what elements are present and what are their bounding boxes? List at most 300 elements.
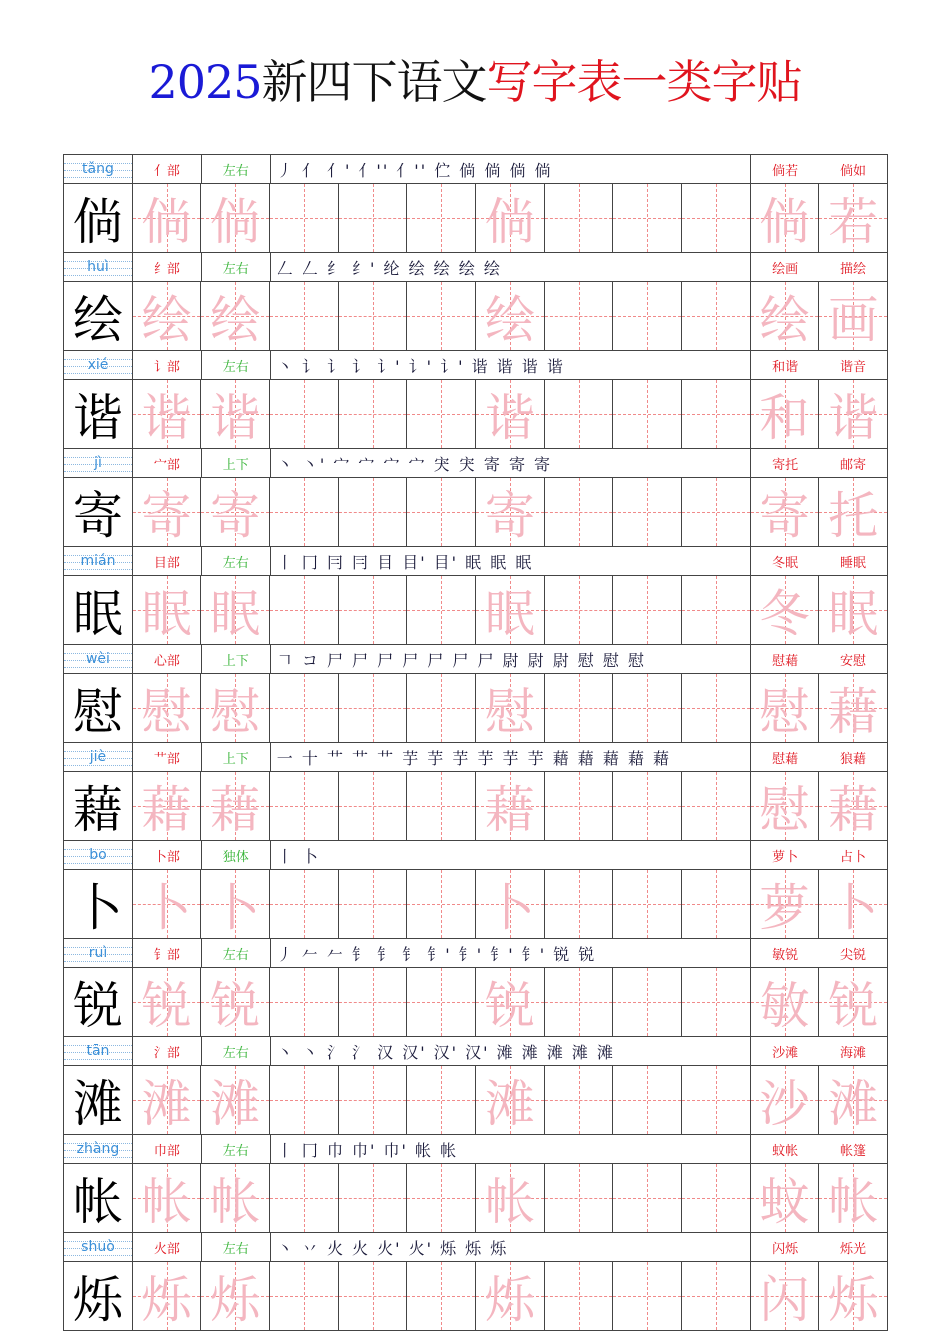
trace-character: 锐 — [484, 977, 535, 1035]
trace-box — [201, 1066, 270, 1134]
info-row — [64, 939, 888, 968]
example-word: 慰藉 — [772, 751, 799, 767]
title-subject: 新四下语文 — [261, 55, 487, 109]
trace-box — [133, 1164, 202, 1232]
trace-box — [201, 184, 270, 252]
radical: 卜部 — [153, 849, 180, 865]
trace-character: 谐 — [484, 389, 535, 447]
trace-character: 和 — [759, 389, 810, 447]
trace-box — [819, 1066, 888, 1134]
stroke-order-cell — [271, 547, 751, 575]
practice-box[interactable] — [682, 870, 751, 938]
trace-box — [819, 478, 888, 546]
trace-box — [819, 968, 888, 1036]
practice-box[interactable] — [339, 1164, 408, 1232]
model-character: 滩 — [72, 1075, 123, 1133]
stroke-order: 𠃋 𠃋 纟 纟' 纶 绘 绘 绘 绘 — [276, 258, 502, 278]
trace-character: 眠 — [828, 585, 879, 643]
pinyin-cell — [64, 253, 133, 281]
example-word: 谐音 — [840, 359, 867, 375]
trace-character: 萝 — [759, 879, 810, 937]
model-character-box — [64, 184, 133, 252]
words-cell — [751, 743, 888, 771]
practice-box[interactable] — [545, 1164, 614, 1232]
practice-box[interactable] — [682, 1164, 751, 1232]
practice-box[interactable] — [407, 968, 476, 1036]
practice-box[interactable] — [613, 968, 682, 1036]
model-character-box — [64, 1066, 133, 1134]
practice-box[interactable] — [270, 870, 339, 938]
practice-box[interactable] — [545, 772, 614, 840]
structure: 上下 — [222, 751, 249, 767]
practice-box[interactable] — [407, 870, 476, 938]
structure-cell — [202, 1135, 271, 1163]
trace-box — [201, 870, 270, 938]
example-word: 烁光 — [840, 1241, 867, 1257]
practice-box[interactable] — [339, 772, 408, 840]
radical: 亻部 — [153, 163, 180, 179]
practice-sheet — [63, 154, 888, 1331]
trace-box — [201, 772, 270, 840]
example-word: 沙滩 — [772, 1045, 799, 1061]
practice-box[interactable] — [407, 674, 476, 742]
example-word: 尖锐 — [840, 947, 867, 963]
pinyin-cell — [64, 547, 133, 575]
pinyin: tǎng — [82, 161, 114, 177]
trace-character: 锐 — [828, 977, 879, 1035]
info-row — [64, 155, 888, 184]
stroke-order-cell — [271, 449, 751, 477]
structure: 左右 — [222, 555, 249, 571]
practice-box[interactable] — [270, 968, 339, 1036]
radical-cell — [133, 547, 202, 575]
trace-character: 寄 — [484, 487, 535, 545]
trace-character: 谐 — [210, 389, 261, 447]
radical-cell — [133, 351, 202, 379]
practice-box[interactable] — [545, 1262, 614, 1330]
stroke-order: 丶 丶' 宀 宀 宀 宀 宊 宊 寄 寄 寄 — [276, 454, 553, 474]
words-cell — [751, 1037, 888, 1065]
stroke-order: 丶 丷 火 火 火' 火' 烁 烁 烁 — [276, 1238, 509, 1258]
practice-box[interactable] — [545, 478, 614, 546]
practice-box[interactable] — [613, 576, 682, 644]
trace-character: 眠 — [210, 585, 261, 643]
info-row — [64, 1135, 888, 1164]
trace-box — [133, 674, 202, 742]
structure-cell — [202, 841, 271, 869]
structure-cell — [202, 1037, 271, 1065]
trace-box — [133, 1066, 202, 1134]
info-row — [64, 1037, 888, 1066]
example-word: 寄托 — [772, 457, 799, 473]
structure: 左右 — [222, 163, 249, 179]
pinyin-cell — [64, 1135, 133, 1163]
info-row — [64, 645, 888, 674]
trace-box — [476, 380, 545, 448]
example-word: 绘画 — [772, 261, 799, 277]
trace-character: 谐 — [141, 389, 192, 447]
radical: 宀部 — [153, 457, 180, 473]
practice-box[interactable] — [545, 870, 614, 938]
trace-box — [476, 772, 545, 840]
structure: 上下 — [222, 653, 249, 669]
trace-box — [751, 1066, 820, 1134]
practice-box[interactable] — [407, 1066, 476, 1134]
trace-character: 倘 — [210, 193, 261, 251]
practice-box[interactable] — [682, 1262, 751, 1330]
practice-box[interactable] — [682, 184, 751, 252]
trace-character: 谐 — [828, 389, 879, 447]
character-entry — [64, 1037, 888, 1135]
practice-box[interactable] — [270, 1066, 339, 1134]
trace-box — [751, 1164, 820, 1232]
trace-character: 烁 — [141, 1271, 192, 1329]
practice-box[interactable] — [270, 1262, 339, 1330]
radical: 心部 — [153, 653, 180, 669]
radical: 讠部 — [153, 359, 180, 375]
stroke-order-cell — [271, 743, 751, 771]
example-word: 邮寄 — [840, 457, 867, 473]
writing-grid-row — [64, 282, 888, 351]
trace-box — [476, 870, 545, 938]
example-word: 占卜 — [840, 849, 867, 865]
pinyin: tān — [86, 1043, 110, 1059]
trace-box — [751, 184, 820, 252]
stroke-order: 丶 讠 讠 讠 讠' 讠' 讠' 谐 谐 谐 谐 — [276, 356, 565, 376]
practice-box[interactable] — [339, 1066, 408, 1134]
practice-box[interactable] — [270, 184, 339, 252]
trace-character: 寄 — [210, 487, 261, 545]
model-character-box — [64, 478, 133, 546]
trace-character: 倘 — [141, 193, 192, 251]
structure-cell — [202, 253, 271, 281]
trace-box — [751, 772, 820, 840]
practice-box[interactable] — [682, 380, 751, 448]
practice-box[interactable] — [407, 576, 476, 644]
trace-character: 藉 — [484, 781, 535, 839]
practice-box[interactable] — [270, 576, 339, 644]
trace-character: 卜 — [484, 879, 535, 937]
trace-box — [476, 282, 545, 350]
practice-box[interactable] — [613, 1262, 682, 1330]
model-character: 谐 — [72, 389, 123, 447]
radical-cell — [133, 1037, 202, 1065]
words-cell — [751, 841, 888, 869]
words-cell — [751, 253, 888, 281]
character-entry — [64, 253, 888, 351]
radical-cell — [133, 1135, 202, 1163]
character-entry — [64, 645, 888, 743]
writing-grid-row — [64, 478, 888, 547]
practice-box[interactable] — [339, 674, 408, 742]
trace-box — [201, 674, 270, 742]
practice-box[interactable] — [270, 674, 339, 742]
trace-box — [476, 1262, 545, 1330]
info-row — [64, 547, 888, 576]
writing-grid-row — [64, 870, 888, 939]
trace-box — [751, 674, 820, 742]
stroke-order-cell — [271, 1233, 751, 1261]
model-character: 寄 — [72, 487, 123, 545]
model-character: 绘 — [72, 291, 123, 349]
info-row — [64, 351, 888, 380]
radical: 巾部 — [153, 1143, 180, 1159]
trace-character: 闪 — [759, 1271, 810, 1329]
trace-box — [201, 1164, 270, 1232]
trace-box — [133, 968, 202, 1036]
practice-box[interactable] — [339, 1262, 408, 1330]
practice-box[interactable] — [545, 674, 614, 742]
practice-box[interactable] — [339, 380, 408, 448]
trace-box — [751, 1262, 820, 1330]
example-word: 狼藉 — [840, 751, 867, 767]
practice-box[interactable] — [613, 184, 682, 252]
practice-box[interactable] — [613, 870, 682, 938]
pinyin: huì — [87, 259, 109, 275]
trace-character: 绘 — [141, 291, 192, 349]
trace-character: 藉 — [141, 781, 192, 839]
model-character-box — [64, 772, 133, 840]
trace-character: 眠 — [484, 585, 535, 643]
practice-box[interactable] — [613, 1164, 682, 1232]
practice-box[interactable] — [682, 674, 751, 742]
stroke-order-cell — [271, 939, 751, 967]
info-row — [64, 253, 888, 282]
practice-box[interactable] — [682, 772, 751, 840]
trace-character: 烁 — [484, 1271, 535, 1329]
writing-grid-row — [64, 184, 888, 253]
radical-cell — [133, 645, 202, 673]
practice-box[interactable] — [682, 576, 751, 644]
practice-box[interactable] — [270, 282, 339, 350]
practice-box[interactable] — [270, 772, 339, 840]
info-row — [64, 841, 888, 870]
example-word: 敏锐 — [772, 947, 799, 963]
writing-grid-row — [64, 772, 888, 841]
words-cell — [751, 155, 888, 183]
practice-box[interactable] — [407, 184, 476, 252]
example-word: 倘若 — [772, 163, 799, 179]
trace-character: 倘 — [759, 193, 810, 251]
writing-grid-row — [64, 576, 888, 645]
trace-box — [133, 282, 202, 350]
practice-box[interactable] — [339, 968, 408, 1036]
model-character: 帐 — [72, 1173, 123, 1231]
trace-character: 帐 — [141, 1173, 192, 1231]
writing-grid-row — [64, 674, 888, 743]
trace-character: 慰 — [759, 781, 810, 839]
character-entry — [64, 939, 888, 1037]
trace-box — [201, 282, 270, 350]
character-entry — [64, 449, 888, 547]
trace-box — [819, 772, 888, 840]
practice-box[interactable] — [613, 674, 682, 742]
character-entry — [64, 743, 888, 841]
trace-box — [133, 478, 202, 546]
trace-character: 绘 — [759, 291, 810, 349]
practice-box[interactable] — [407, 380, 476, 448]
trace-box — [133, 184, 202, 252]
trace-character: 慰 — [141, 683, 192, 741]
practice-box[interactable] — [339, 282, 408, 350]
structure-cell — [202, 155, 271, 183]
example-word: 海滩 — [840, 1045, 867, 1061]
stroke-order: 丶 丶 氵 氵 汉 汉' 汉' 汉' 滩 滩 滩 滩 滩 — [276, 1042, 615, 1062]
trace-box — [751, 870, 820, 938]
practice-box[interactable] — [613, 478, 682, 546]
stroke-order-cell — [271, 1037, 751, 1065]
pinyin: shuò — [81, 1239, 115, 1255]
model-character-box — [64, 576, 133, 644]
trace-character: 滩 — [484, 1075, 535, 1133]
practice-box[interactable] — [407, 282, 476, 350]
structure: 左右 — [222, 947, 249, 963]
example-word: 帐篷 — [840, 1143, 867, 1159]
practice-box[interactable] — [407, 478, 476, 546]
trace-character: 慰 — [759, 683, 810, 741]
practice-box[interactable] — [339, 870, 408, 938]
model-character-box — [64, 870, 133, 938]
words-cell — [751, 547, 888, 575]
practice-box[interactable] — [339, 478, 408, 546]
practice-box[interactable] — [545, 184, 614, 252]
trace-box — [201, 1262, 270, 1330]
practice-box[interactable] — [270, 1164, 339, 1232]
trace-character: 帐 — [210, 1173, 261, 1231]
practice-box[interactable] — [407, 772, 476, 840]
practice-box[interactable] — [407, 1164, 476, 1232]
character-entry — [64, 155, 888, 253]
stroke-order: 一 十 艹 艹 艹 芋 芋 芋 芋 芋 芋 藉 藉 藉 藉 藉 — [276, 748, 672, 768]
trace-box — [751, 282, 820, 350]
example-word: 冬眠 — [772, 555, 799, 571]
trace-character: 若 — [828, 193, 879, 251]
practice-box[interactable] — [682, 478, 751, 546]
practice-box[interactable] — [613, 772, 682, 840]
practice-box[interactable] — [682, 282, 751, 350]
practice-box[interactable] — [545, 1066, 614, 1134]
practice-box[interactable] — [545, 282, 614, 350]
pinyin-cell — [64, 155, 133, 183]
trace-box — [819, 380, 888, 448]
practice-box[interactable] — [339, 184, 408, 252]
trace-box — [133, 576, 202, 644]
pinyin: wèi — [85, 651, 110, 667]
practice-box[interactable] — [613, 380, 682, 448]
trace-box — [819, 674, 888, 742]
trace-box — [819, 184, 888, 252]
words-cell — [751, 645, 888, 673]
stroke-order: 丨 冂 巾 巾' 巾' 帐 帐 — [276, 1140, 459, 1160]
trace-character: 绘 — [484, 291, 535, 349]
stroke-order: 丿 亻 亻' 亻'' 亻'' 伫 倘 倘 倘 倘 — [276, 160, 553, 180]
pinyin: jì — [94, 455, 102, 471]
practice-box[interactable] — [339, 576, 408, 644]
info-row — [64, 743, 888, 772]
trace-character: 慰 — [484, 683, 535, 741]
trace-character: 绘 — [210, 291, 261, 349]
structure: 独体 — [222, 849, 249, 865]
practice-box[interactable] — [682, 968, 751, 1036]
trace-box — [476, 184, 545, 252]
model-character-box — [64, 674, 133, 742]
trace-character: 蚊 — [759, 1173, 810, 1231]
pinyin-cell — [64, 939, 133, 967]
trace-box — [751, 380, 820, 448]
trace-character: 卜 — [141, 879, 192, 937]
radical-cell — [133, 1233, 202, 1261]
writing-grid-row — [64, 1164, 888, 1233]
trace-box — [819, 1164, 888, 1232]
practice-box[interactable] — [407, 1262, 476, 1330]
trace-character: 帐 — [828, 1173, 879, 1231]
practice-box[interactable] — [682, 1066, 751, 1134]
radical-cell — [133, 841, 202, 869]
pinyin-cell — [64, 645, 133, 673]
trace-character: 滩 — [828, 1075, 879, 1133]
character-entry — [64, 1233, 888, 1331]
radical-cell — [133, 939, 202, 967]
stroke-order-cell — [271, 645, 751, 673]
trace-box — [476, 576, 545, 644]
trace-box — [819, 282, 888, 350]
trace-character: 锐 — [210, 977, 261, 1035]
pinyin: ruì — [88, 945, 108, 961]
trace-box — [751, 478, 820, 546]
character-entry — [64, 1135, 888, 1233]
character-entry — [64, 841, 888, 939]
practice-box[interactable] — [270, 380, 339, 448]
practice-box[interactable] — [545, 380, 614, 448]
trace-box — [751, 968, 820, 1036]
stroke-order: 丨 卜 — [276, 846, 320, 866]
practice-box[interactable] — [613, 1066, 682, 1134]
stroke-order-cell — [271, 351, 751, 379]
trace-character: 倘 — [484, 193, 535, 251]
example-word: 描绘 — [840, 261, 867, 277]
practice-box[interactable] — [613, 282, 682, 350]
title-topic: 写字表一类字贴 — [486, 55, 802, 109]
example-word: 和谐 — [772, 359, 799, 375]
practice-box[interactable] — [545, 576, 614, 644]
example-word: 慰藉 — [772, 653, 799, 669]
radical: 目部 — [153, 555, 180, 571]
pinyin-cell — [64, 1233, 133, 1261]
trace-character: 寄 — [141, 487, 192, 545]
example-word: 安慰 — [840, 653, 867, 669]
trace-character: 卜 — [210, 879, 261, 937]
structure-cell — [202, 1233, 271, 1261]
pinyin-cell — [64, 449, 133, 477]
title-year: 2025 — [148, 55, 262, 109]
radical-cell — [133, 449, 202, 477]
writing-grid-row — [64, 1066, 888, 1135]
practice-box[interactable] — [545, 968, 614, 1036]
trace-character: 寄 — [759, 487, 810, 545]
example-word: 萝卜 — [772, 849, 799, 865]
radical-cell — [133, 155, 202, 183]
structure: 左右 — [222, 359, 249, 375]
structure: 左右 — [222, 261, 249, 277]
practice-box[interactable] — [270, 478, 339, 546]
model-character: 藉 — [72, 781, 123, 839]
words-cell — [751, 1233, 888, 1261]
model-character: 倘 — [72, 193, 123, 251]
stroke-order: 丨 冂 冃 冃 目 目' 目' 眠 眠 眠 — [276, 552, 534, 572]
trace-character: 烁 — [828, 1271, 879, 1329]
structure-cell — [202, 547, 271, 575]
trace-character: 锐 — [141, 977, 192, 1035]
